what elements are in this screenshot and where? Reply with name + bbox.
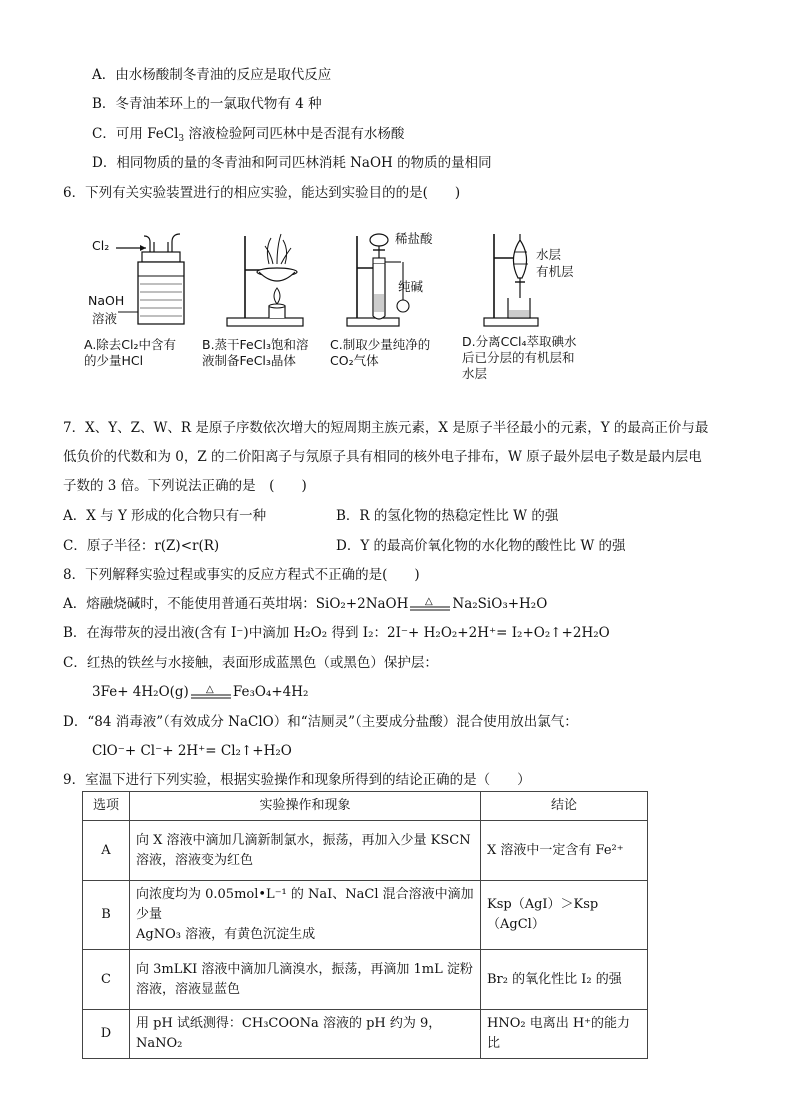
q7-option-d: D．Y 的最高价氧化物的水化物的酸性比 W 的强 — [336, 538, 626, 554]
q8-option-c: C．红热的铁丝与水接触，表面形成蓝黑色（或黑色）保护层： — [63, 655, 438, 671]
table-header-row — [83, 792, 648, 821]
caption-b-line2: 液制备FeCl₃晶体 — [202, 353, 296, 368]
q8-option-c-equation — [92, 683, 308, 701]
row-operation-line1: 向 X 溶液中滴加几滴新制氯水，振荡，再加入少量 KSCN — [136, 832, 471, 848]
row-operation-line1: 向 3mLKI 溶液中滴加几滴溴水，振荡，再滴加 1mL 淀粉 — [136, 961, 473, 977]
apparatus-b-evaporation — [205, 228, 315, 333]
row-option: D — [83, 1010, 130, 1059]
q5-option-c — [92, 125, 404, 148]
row-conclusion: X 溶液中一定含有 Fe²⁺ — [481, 821, 648, 881]
row-operation-line2: 溶液，溶液变为红色 — [136, 852, 254, 868]
row-conclusion: Ksp（AgI）＞Ksp（AgCl） — [481, 881, 648, 950]
row-option: C — [83, 950, 130, 1010]
heat-equals-sign — [189, 685, 233, 701]
q8-option-a-products: Na₂SiO₃+H₂O — [452, 596, 548, 612]
q5-option-c-text: C．可用 FeCl — [92, 126, 179, 142]
table-row — [83, 950, 648, 1010]
label-cl2: Cl₂ — [92, 238, 110, 253]
q8-option-d: D．“84 消毒液”（有效成分 NaClO）和“洁厕灵”（主要成分盐酸）混合使用放出氯气： — [63, 714, 578, 730]
apparatus-d-separatory-funnel — [482, 228, 552, 333]
caption-d-line2: 后已分层的有机层和 — [462, 350, 575, 365]
header-option: 选项 — [83, 792, 130, 821]
caption-a-line2: 的少量HCl — [84, 353, 144, 368]
q7-stem-line3: 子数的 3 倍。下列说法正确的是 ( ) — [63, 478, 307, 494]
row-operation — [130, 881, 481, 950]
caption-c-line2: CO₂气体 — [330, 353, 379, 368]
heat-symbol: △ — [425, 596, 434, 607]
heat-symbol: △ — [205, 684, 214, 695]
q9-table — [82, 791, 648, 1059]
row-operation — [130, 950, 481, 1010]
q9-stem: 9．室温下进行下列实验，根据实验操作和现象所得到的结论正确的是（ ） — [63, 772, 531, 788]
q7-option-b: B．R 的氢化物的热稳定性比 W 的强 — [336, 508, 559, 524]
q6-stem: 6．下列有关实验装置进行的相应实验，能达到实验目的的是( ) — [63, 185, 461, 201]
q7-option-a: A．X 与 Y 形成的化合物只有一种 — [63, 508, 267, 524]
header-operation: 实验操作和现象 — [130, 792, 481, 821]
row-option: B — [83, 881, 130, 950]
caption-a-line1: A.除去Cl₂中含有 — [84, 337, 177, 352]
caption-d-line1: D.分离CCl₄萃取碘水 — [462, 334, 577, 349]
label-water-layer: 水层 — [536, 247, 562, 262]
label-naoh: NaOH — [88, 293, 125, 308]
q8-stem: 8．下列解释实验过程或事实的反应方程式不正确的是( ) — [63, 567, 420, 583]
q7-option-c: C．原子半径：r(Z)<r(R) — [63, 538, 220, 554]
caption-a — [84, 337, 176, 369]
caption-d-line3: 水层 — [462, 366, 488, 381]
q5-option-b: B．冬青油苯环上的一氯取代物有 4 种 — [92, 96, 322, 112]
header-conclusion: 结论 — [481, 792, 648, 821]
row-operation-line2: AgNO₃ 溶液，有黄色沉淀生成 — [136, 927, 316, 942]
q5-option-c-sub: 3 — [178, 134, 185, 144]
table-row — [83, 1010, 648, 1059]
q5-option-d: D．相同物质的量的冬青油和阿司匹林消耗 NaOH 的物质的量相同 — [92, 155, 492, 171]
q7-stem-line1: 7．X、Y、Z、W、R 是原子序数依次增大的短周期主族元素，X 是原子半径最小的元素，Y 的最高正价与最 — [63, 420, 709, 436]
label-dilute-hcl: 稀盐酸 — [395, 231, 433, 246]
caption-d — [462, 334, 577, 382]
q5-option-c-rest: 溶液检验阿司匹林中是否混有水杨酸 — [184, 126, 405, 142]
q8-c-reactants: 3Fe+ 4H₂O(g) — [92, 684, 189, 700]
label-organic-layer: 有机层 — [536, 264, 574, 279]
q8-option-a-reactants: A．熔融烧碱时，不能使用普通石英坩埚：SiO₂+2NaOH — [63, 596, 409, 612]
caption-c-line1: C.制取少量纯净的 — [330, 337, 431, 352]
q8-option-a — [63, 595, 547, 613]
row-operation-line2: 溶液，溶液显蓝色 — [136, 981, 241, 997]
row-conclusion: HNO₂ 电离出 H⁺的能力比 — [481, 1010, 648, 1059]
table-row — [83, 821, 648, 881]
caption-b-line1: B.蒸干FeCl₃饱和溶 — [202, 337, 309, 352]
q8-c-products: Fe₃O₄+4H₂ — [232, 684, 309, 700]
caption-c — [330, 337, 430, 369]
row-operation-line1: 向浓度均为 0.05mol•L⁻¹ 的 NaI、NaCl 混合溶液中滴加少量 — [136, 887, 474, 922]
q8-option-d-equation: ClO⁻+ Cl⁻+ 2H⁺= Cl₂↑+H₂O — [92, 743, 292, 759]
label-solution: 溶液 — [92, 311, 118, 326]
row-operation: 用 pH 试纸测得：CH₃COONa 溶液的 pH 约为 9，NaNO₂ — [130, 1010, 481, 1059]
q5-option-a: A．由水杨酸制冬青油的反应是取代反应 — [92, 67, 332, 83]
table-row — [83, 881, 648, 950]
q8-option-b: B．在海带灰的浸出液(含有 I⁻)中滴加 H₂O₂ 得到 I₂：2I⁻+ H₂O₂+2H⁺= I₂+O₂↑+2H₂O — [63, 625, 610, 641]
row-operation — [130, 821, 481, 881]
caption-b — [202, 337, 308, 369]
q7-stem-line2: 低负价的代数和为 0，Z 的二价阳离子与氖原子具有相同的核外电子排布，W 原子最外层电子数是最内层电 — [63, 449, 702, 465]
label-soda: 纯碱 — [398, 279, 424, 294]
row-option: A — [83, 821, 130, 881]
row-conclusion: Br₂ 的氧化性比 I₂ 的强 — [481, 950, 648, 1010]
heat-equals-sign — [408, 597, 452, 613]
